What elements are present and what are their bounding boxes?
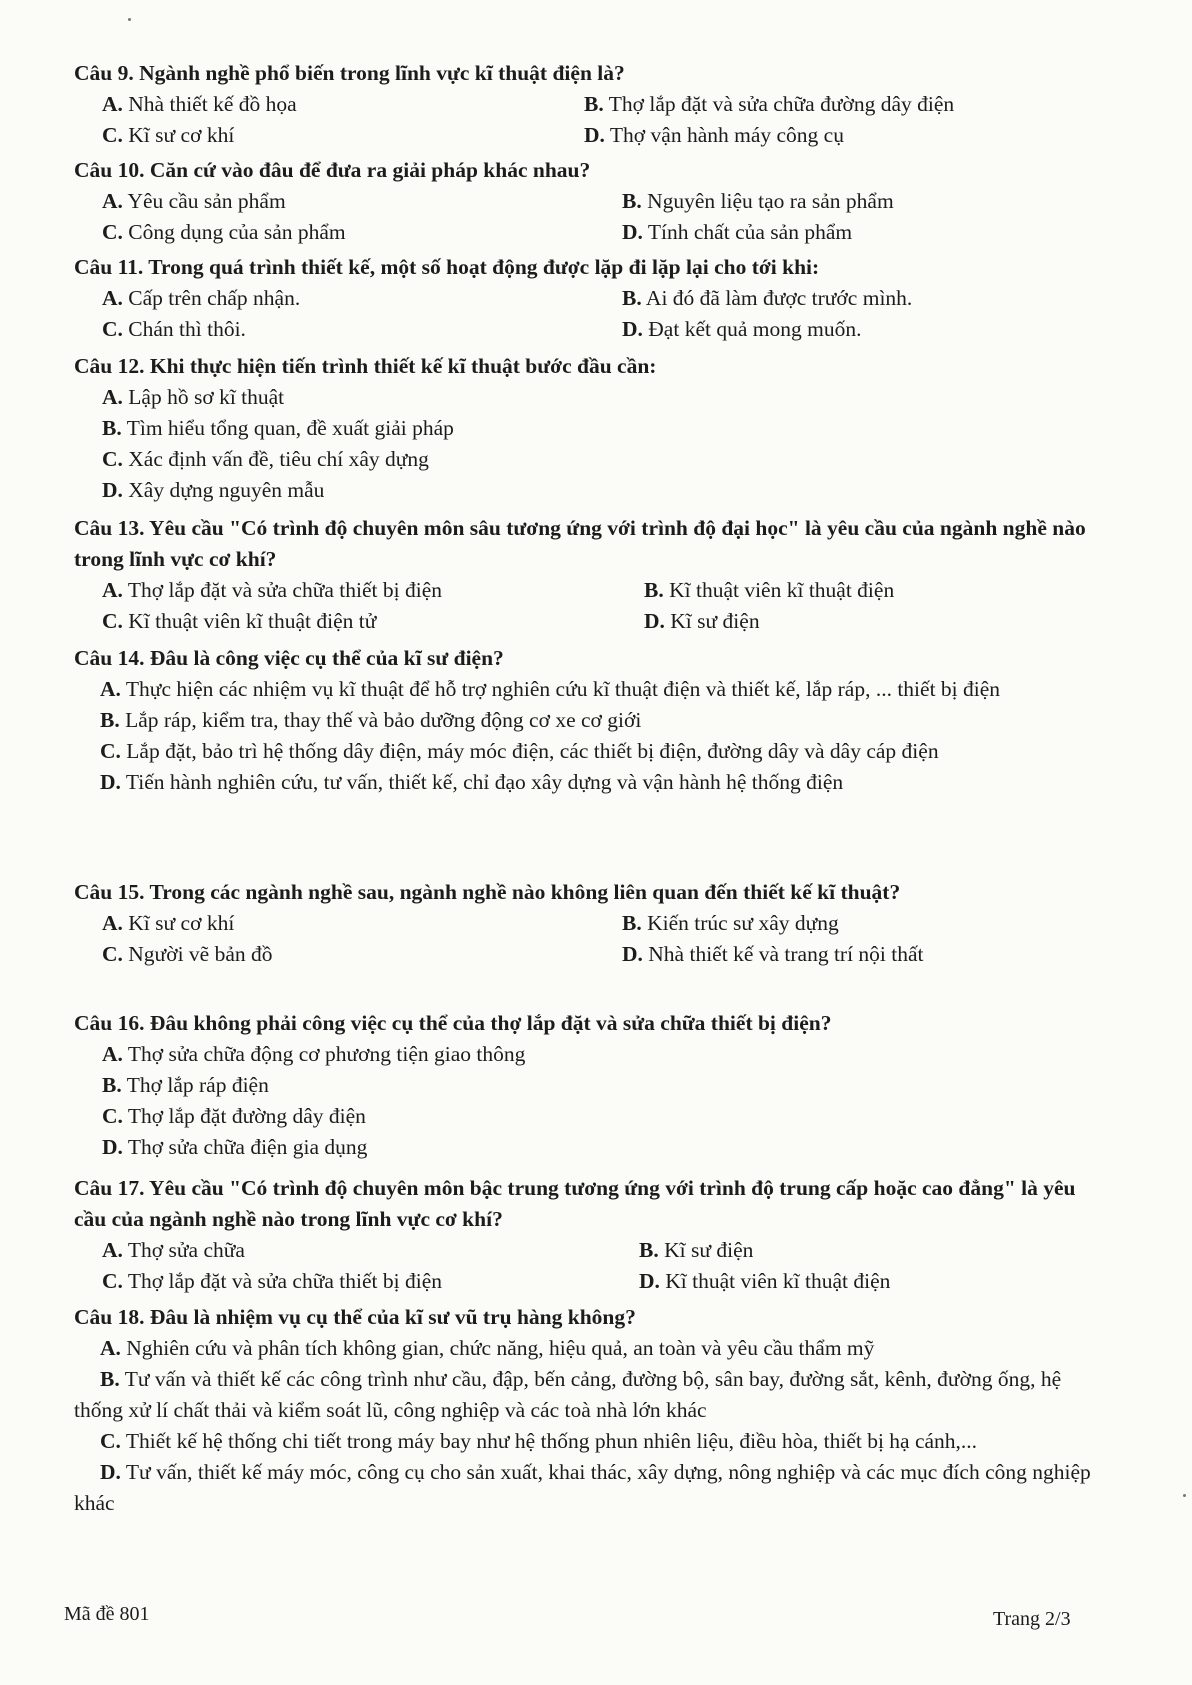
- option-label: C.: [102, 220, 123, 244]
- option-a: [102, 1235, 245, 1266]
- question-stem: Câu 15. Trong các ngành nghề sau, ngành nghề nào không liên quan đến thiết kế kĩ thuật?: [74, 880, 901, 904]
- option-label: A.: [102, 1042, 123, 1066]
- option-label: D.: [584, 123, 605, 147]
- option-text: Ai đó đã làm được trước mình.: [645, 286, 913, 310]
- option-a: [102, 908, 234, 939]
- option-row: [74, 186, 1094, 217]
- option-d: [74, 1457, 1094, 1519]
- exam-code: Mã đề 801: [64, 1603, 150, 1625]
- option-text: Nghiên cứu và phân tích không gian, chức năng, hiệu quả, an toàn và yêu cầu thẩm mỹ: [126, 1336, 875, 1360]
- option-label: B.: [622, 189, 642, 213]
- option-row: [74, 314, 1094, 345]
- option-label: D.: [639, 1269, 660, 1293]
- option-a: [102, 186, 286, 217]
- option-text: Tìm hiểu tổng quan, đề xuất giải pháp: [126, 416, 454, 440]
- question-12: [74, 351, 1094, 506]
- option-d: [74, 767, 1094, 798]
- option-label: C.: [102, 1269, 123, 1293]
- option-label: A.: [102, 1238, 123, 1262]
- option-label: A.: [102, 189, 123, 213]
- option-d: [74, 1132, 1094, 1163]
- option-text: Thợ lắp đặt và sửa chữa thiết bị điện: [127, 578, 442, 602]
- option-b: [74, 413, 1094, 444]
- option-d: [639, 1266, 890, 1297]
- option-text: Yêu cầu sản phẩm: [127, 189, 286, 213]
- question-stem: Câu 13. Yêu cầu "Có trình độ chuyên môn sâu tương ứng với trình độ đại học" là yêu cầu của ngành nghề nào trong lĩnh vực cơ khí?: [74, 516, 1086, 571]
- option-label: C.: [102, 1104, 123, 1128]
- option-row: [74, 1235, 1094, 1266]
- option-label: B.: [100, 1367, 120, 1391]
- option-label: D.: [622, 220, 643, 244]
- option-label: C.: [102, 447, 123, 471]
- option-d: [584, 120, 844, 151]
- option-a: [102, 283, 300, 314]
- option-text: Thợ vận hành máy công cụ: [609, 123, 844, 147]
- option-text: Tư vấn và thiết kế các công trình như cầu, đập, bến cảng, đường bộ, sân bay, đường sắt, kênh, đường ống, hệ thống xử lí chất thải và kiểm soát lũ, công nghiệp và các toà nhà lớn khác: [74, 1367, 1062, 1422]
- option-row: [74, 575, 1094, 606]
- option-label: A.: [102, 911, 123, 935]
- question-stem: Câu 10. Căn cứ vào đâu để đưa ra giải pháp khác nhau?: [74, 158, 591, 182]
- option-a: [74, 1333, 1094, 1364]
- option-label: B.: [622, 911, 642, 935]
- option-row: [74, 120, 1094, 151]
- option-text: Kĩ sư điện: [664, 1238, 754, 1262]
- option-label: B.: [639, 1238, 659, 1262]
- option-c: [74, 1426, 1094, 1457]
- option-label: C.: [100, 739, 121, 763]
- option-text: Xây dựng nguyên mẫu: [128, 478, 325, 502]
- option-text: Nguyên liệu tạo ra sản phẩm: [647, 189, 894, 213]
- option-text: Thợ sửa chữa động cơ phương tiện giao thông: [127, 1042, 526, 1066]
- option-text: Kiến trúc sư xây dựng: [647, 911, 839, 935]
- question-14: [74, 643, 1094, 798]
- option-label: A.: [102, 385, 123, 409]
- option-text: Người vẽ bản đồ: [128, 942, 273, 966]
- option-label: C.: [102, 123, 123, 147]
- option-row: [74, 1266, 1094, 1297]
- option-c: [102, 314, 246, 345]
- option-a: [74, 382, 1094, 413]
- option-label: C.: [102, 609, 123, 633]
- option-label: C.: [100, 1429, 121, 1453]
- question-16: [74, 1008, 1094, 1163]
- question-10: [74, 155, 1094, 248]
- option-label: D.: [102, 1135, 123, 1159]
- option-label: B.: [644, 578, 664, 602]
- question-stem: Câu 12. Khi thực hiện tiến trình thiết kế kĩ thuật bước đầu cần:: [74, 354, 657, 378]
- option-a: [74, 1039, 1094, 1070]
- option-c: [102, 120, 234, 151]
- option-text: Lắp ráp, kiểm tra, thay thế và bảo dưỡng động cơ xe cơ giới: [125, 708, 642, 732]
- option-text: Cấp trên chấp nhận.: [128, 286, 301, 310]
- option-c: [102, 1266, 442, 1297]
- option-label: D.: [100, 770, 121, 794]
- option-text: Thợ lắp đặt đường dây điện: [127, 1104, 366, 1128]
- question-13: [74, 513, 1094, 637]
- option-label: D.: [622, 942, 643, 966]
- option-b: [74, 1364, 1094, 1426]
- question-stem: Câu 11. Trong quá trình thiết kế, một số hoạt động được lặp đi lặp lại cho tới khi:: [74, 255, 820, 279]
- option-row: [74, 217, 1094, 248]
- option-b: [622, 186, 894, 217]
- option-b: [644, 575, 894, 606]
- option-c: [74, 736, 1094, 767]
- option-b: [74, 705, 1094, 736]
- option-text: Thợ lắp đặt và sửa chữa đường dây điện: [608, 92, 955, 116]
- option-text: Lập hồ sơ kĩ thuật: [128, 385, 285, 409]
- option-c: [102, 217, 346, 248]
- option-row: [74, 89, 1094, 120]
- option-row: [74, 283, 1094, 314]
- option-text: Đạt kết quả mong muốn.: [648, 317, 862, 341]
- option-label: D.: [644, 609, 665, 633]
- option-text: Kĩ thuật viên kĩ thuật điện tử: [128, 609, 377, 633]
- option-text: Thợ sửa chữa: [127, 1238, 245, 1262]
- option-c: [102, 606, 376, 637]
- option-text: Kĩ thuật viên kĩ thuật điện: [665, 1269, 891, 1293]
- option-text: Xác định vấn đề, tiêu chí xây dựng: [128, 447, 429, 471]
- scan-speck: [128, 18, 131, 21]
- question-stem: Câu 14. Đâu là công việc cụ thể của kĩ sư điện?: [74, 646, 504, 670]
- option-label: D.: [622, 317, 643, 341]
- option-text: Kĩ sư điện: [670, 609, 760, 633]
- option-text: Thợ lắp ráp điện: [126, 1073, 269, 1097]
- option-d: [644, 606, 760, 637]
- question-9: [74, 58, 1094, 151]
- option-b: [622, 908, 839, 939]
- question-18: [74, 1302, 1094, 1519]
- option-text: Kĩ thuật viên kĩ thuật điện: [669, 578, 895, 602]
- option-text: Thợ lắp đặt và sửa chữa thiết bị điện: [127, 1269, 442, 1293]
- option-label: B.: [622, 286, 642, 310]
- option-text: Thiết kế hệ thống chi tiết trong máy bay như hệ thống phun nhiên liệu, điều hòa, thiết bị hạ cánh,...: [125, 1429, 978, 1453]
- option-text: Thực hiện các nhiệm vụ kĩ thuật để hỗ trợ nghiên cứu kĩ thuật điện và thiết kế, lắp ráp, ... thiết bị điện: [125, 677, 1001, 701]
- option-d: [74, 475, 1094, 506]
- option-text: Tiến hành nghiên cứu, tư vấn, thiết kế, chỉ đạo xây dựng và vận hành hệ thống điện: [125, 770, 844, 794]
- option-text: Nhà thiết kế và trang trí nội thất: [648, 942, 924, 966]
- option-c: [74, 444, 1094, 475]
- option-b: [584, 89, 954, 120]
- option-label: D.: [102, 478, 123, 502]
- option-label: B.: [102, 1073, 122, 1097]
- option-b: [639, 1235, 753, 1266]
- question-15: [74, 877, 1094, 970]
- option-text: Lắp đặt, bảo trì hệ thống dây điện, máy móc điện, các thiết bị điện, đường dây và dây cáp điện: [126, 739, 939, 763]
- option-text: Tư vấn, thiết kế máy móc, công cụ cho sản xuất, khai thác, xây dựng, nông nghiệp và các mục đích công nghiệp khác: [74, 1460, 1091, 1515]
- question-17: [74, 1173, 1094, 1297]
- option-a: [74, 674, 1094, 705]
- option-label: B.: [584, 92, 604, 116]
- question-stem: Câu 16. Đâu không phải công việc cụ thể của thợ lắp đặt và sửa chữa thiết bị điện?: [74, 1011, 832, 1035]
- option-label: B.: [100, 708, 120, 732]
- option-text: Kĩ sư cơ khí: [128, 123, 235, 147]
- option-row: [74, 908, 1094, 939]
- question-stem: Câu 17. Yêu cầu "Có trình độ chuyên môn bậc trung tương ứng với trình độ trung cấp hoặc cao đẳng" là yêu cầu của ngành nghề nào trong lĩnh vực cơ khí?: [74, 1176, 1076, 1231]
- question-11: [74, 252, 1094, 345]
- page-number: Trang 2/3: [993, 1608, 1071, 1630]
- option-a: [102, 575, 442, 606]
- option-a: [102, 89, 297, 120]
- option-text: Công dụng của sản phẩm: [128, 220, 346, 244]
- option-label: A.: [100, 1336, 121, 1360]
- option-text: Kĩ sư cơ khí: [128, 911, 235, 935]
- option-row: [74, 939, 1094, 970]
- option-label: D.: [100, 1460, 121, 1484]
- option-label: A.: [100, 677, 121, 701]
- question-stem: Câu 9. Ngành nghề phổ biến trong lĩnh vực kĩ thuật điện là?: [74, 61, 625, 85]
- option-text: Thợ sửa chữa điện gia dụng: [127, 1135, 368, 1159]
- option-text: Nhà thiết kế đồ họa: [128, 92, 297, 116]
- option-c: [74, 1101, 1094, 1132]
- option-text: Chán thì thôi.: [128, 317, 246, 341]
- option-d: [622, 314, 861, 345]
- option-b: [622, 283, 912, 314]
- option-b: [74, 1070, 1094, 1101]
- option-label: B.: [102, 416, 122, 440]
- option-d: [622, 217, 852, 248]
- option-label: C.: [102, 942, 123, 966]
- option-label: A.: [102, 286, 123, 310]
- question-stem: Câu 18. Đâu là nhiệm vụ cụ thể của kĩ sư vũ trụ hàng không?: [74, 1305, 636, 1329]
- option-c: [102, 939, 273, 970]
- option-d: [622, 939, 924, 970]
- option-label: A.: [102, 92, 123, 116]
- option-label: C.: [102, 317, 123, 341]
- option-row: [74, 606, 1094, 637]
- scan-speck: [1183, 1494, 1186, 1497]
- option-label: A.: [102, 578, 123, 602]
- option-text: Tính chất của sản phẩm: [647, 220, 853, 244]
